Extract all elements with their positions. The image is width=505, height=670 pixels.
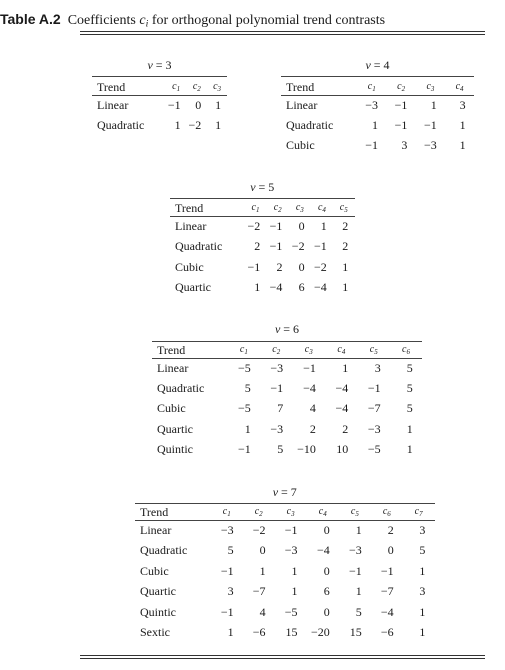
coefficient-value: 1 <box>342 360 349 375</box>
coefficient-value: −7 <box>367 401 381 416</box>
coefficient-value: 2 <box>254 239 261 254</box>
trend-label: Linear <box>97 97 129 112</box>
coefficient-value: −5 <box>284 604 298 619</box>
table-row <box>281 115 474 135</box>
coefficient-header-c5: $c_5$ <box>339 202 348 214</box>
trend-label: Quartic <box>157 421 193 436</box>
coefficient-value: −4 <box>317 543 330 558</box>
coefficient-header-c1: $c_1$ <box>367 81 376 93</box>
coefficient-value: 0 <box>323 522 330 537</box>
coefficient-value: 2 <box>309 421 316 436</box>
trend-label: Sextic <box>140 625 170 640</box>
panel-rule <box>170 198 355 199</box>
coefficient-value: −3 <box>270 421 284 436</box>
header-row <box>135 504 435 520</box>
coefficient-value: −2 <box>247 218 261 233</box>
coefficient-value: 0 <box>298 259 305 274</box>
coefficient-value: 1 <box>244 421 251 436</box>
coefficient-table-v5 <box>170 200 355 298</box>
coefficient-value: 1 <box>419 563 426 578</box>
coefficient-value: −2 <box>313 259 327 274</box>
table-caption: Coefficients $c_i$ for orthogonal polynomial trend contrasts <box>67 13 386 30</box>
coefficient-value: 0 <box>387 543 394 558</box>
coefficient-header-c2: $c_2$ <box>397 81 406 93</box>
coefficient-value: 1 <box>355 522 362 537</box>
coefficient-value: 5 <box>227 543 234 558</box>
trend-label: Cubic <box>175 259 204 274</box>
coefficient-value: 1 <box>419 604 426 619</box>
coefficient-table-v4 <box>281 79 474 155</box>
table-row <box>170 237 355 258</box>
coefficient-header-c3: $c_3$ <box>295 202 304 214</box>
coefficient-value: 5 <box>244 380 251 395</box>
coefficient-header-c4: $c_4$ <box>455 81 464 93</box>
coefficient-value: −1 <box>394 117 408 132</box>
trend-label: Linear <box>286 97 318 112</box>
coefficient-value: 1 <box>254 280 261 295</box>
coefficient-header-c3: $c_3$ <box>213 81 222 93</box>
coefficient-value: −7 <box>252 584 266 599</box>
trend-column-header: Trend <box>140 504 169 519</box>
coefficient-value: −2 <box>291 239 305 254</box>
coefficient-value: 4 <box>309 401 316 416</box>
trend-label: Quadratic <box>140 543 188 558</box>
trend-label: Quintic <box>140 604 176 619</box>
trend-column-header: Trend <box>97 79 126 94</box>
coefficient-table-v6 <box>152 342 422 459</box>
header-row <box>92 79 227 95</box>
coefficient-header-c3: $c_3$ <box>304 344 313 356</box>
panel-header-rule <box>152 358 422 359</box>
table-row <box>152 399 422 419</box>
coefficient-value: 1 <box>342 280 349 295</box>
table-row <box>281 135 474 155</box>
coefficient-value: −4 <box>380 604 394 619</box>
table-row <box>170 278 355 299</box>
panel-header-rule <box>135 520 435 521</box>
table-row <box>92 115 227 135</box>
coefficient-value: 5 <box>406 380 413 395</box>
top-rule <box>80 31 485 32</box>
coefficient-value: 1 <box>459 117 466 132</box>
coefficient-value: −4 <box>335 380 349 395</box>
coefficient-value: −1 <box>238 441 251 456</box>
panel-title-v6: v = 6 <box>274 322 300 336</box>
panel-header-rule <box>92 95 227 96</box>
table-row <box>281 95 474 115</box>
coefficient-header-c1: $c_1$ <box>239 344 248 356</box>
coefficient-value: −1 <box>220 563 234 578</box>
coefficient-value: −1 <box>269 218 283 233</box>
coefficient-value: 10 <box>336 441 349 456</box>
table-label: Table A.2 <box>0 11 61 27</box>
coefficient-value: 2 <box>387 522 394 537</box>
coefficient-value: 1 <box>372 117 379 132</box>
coefficient-header-c2: $c_2$ <box>273 202 282 214</box>
coefficient-value: −3 <box>270 360 284 375</box>
coefficient-header-c1: $c_1$ <box>222 506 231 518</box>
trend-label: Cubic <box>286 137 315 152</box>
table-row <box>152 358 422 378</box>
coefficient-header-c3: $c_3$ <box>426 81 435 93</box>
coefficient-value: 1 <box>291 563 298 578</box>
coefficient-value: −3 <box>284 543 298 558</box>
coefficient-value: −1 <box>303 360 316 375</box>
coefficient-header-c4: $c_4$ <box>317 202 326 214</box>
coefficient-value: −3 <box>365 97 379 112</box>
table-row <box>152 419 422 439</box>
coefficient-value: 1 <box>320 218 327 233</box>
coefficient-value: −5 <box>238 401 251 416</box>
coefficient-value: 3 <box>227 584 234 599</box>
coefficient-value: 1 <box>291 584 298 599</box>
trend-label: Cubic <box>140 563 169 578</box>
coefficient-header-c7: $c_7$ <box>414 506 423 518</box>
coefficient-table-v7 <box>135 504 435 643</box>
coefficient-value: −1 <box>348 563 362 578</box>
coefficient-value: −10 <box>297 441 316 456</box>
coefficient-header-c3: $c_3$ <box>286 506 295 518</box>
coefficient-value: −6 <box>252 625 266 640</box>
coefficient-value: −1 <box>313 239 327 254</box>
table-row <box>92 95 227 115</box>
panel-title-v3: v = 3 <box>147 58 172 72</box>
panel-title-v7: v = 7 <box>272 485 297 499</box>
coefficient-value: 7 <box>277 401 284 416</box>
coefficient-header-c4: $c_4$ <box>337 344 346 356</box>
coefficient-table-v3 <box>92 79 227 135</box>
coefficient-value: 3 <box>419 522 426 537</box>
trend-label: Linear <box>140 522 172 537</box>
table-row <box>152 439 422 459</box>
coefficient-value: 5 <box>277 441 284 456</box>
coefficient-value: 15 <box>285 625 298 640</box>
coefficient-value: −20 <box>311 625 330 640</box>
coefficient-value: 1 <box>174 117 181 132</box>
coefficient-value: −3 <box>348 543 362 558</box>
coefficient-value: 1 <box>355 584 362 599</box>
coefficient-value: −4 <box>335 401 349 416</box>
coefficient-header-c2: $c_2$ <box>272 344 281 356</box>
table-row <box>135 541 435 562</box>
trend-label: Linear <box>175 218 207 233</box>
coefficient-value: 1 <box>459 137 466 152</box>
coefficient-value: −1 <box>367 380 381 395</box>
coefficient-header-c6: $c_6$ <box>401 344 410 356</box>
coefficient-header-c2: $c_2$ <box>254 506 263 518</box>
coefficient-value: −3 <box>367 421 381 436</box>
coefficient-value: 5 <box>406 401 413 416</box>
coefficient-value: −2 <box>188 117 202 132</box>
bottom-rule-double <box>80 658 485 659</box>
trend-label: Cubic <box>157 401 186 416</box>
coefficient-value: −4 <box>269 280 283 295</box>
coefficient-value: 1 <box>215 117 222 132</box>
coefficient-value: −1 <box>380 563 394 578</box>
panel-title-v5: v = 5 <box>250 180 275 194</box>
panel-title-v4: v = 4 <box>365 58 390 72</box>
coefficient-value: 4 <box>259 604 266 619</box>
table-row <box>135 602 435 623</box>
table-heading <box>0 11 385 29</box>
coefficient-value: 6 <box>298 280 305 295</box>
coefficient-value: −1 <box>220 604 234 619</box>
coefficient-value: −4 <box>313 280 327 295</box>
coefficient-header-c4: $c_4$ <box>318 506 327 518</box>
coefficient-value: −5 <box>238 360 251 375</box>
trend-label: Quartic <box>175 280 211 295</box>
coefficient-value: −1 <box>365 137 379 152</box>
coefficient-value: 5 <box>355 604 362 619</box>
coefficient-value: 1 <box>215 97 222 112</box>
trend-column-header: Trend <box>286 79 315 94</box>
trend-label: Linear <box>157 360 189 375</box>
trend-label: Quadratic <box>97 117 145 132</box>
header-row <box>170 200 355 216</box>
coefficient-value: 1 <box>227 625 234 640</box>
table-row <box>170 216 355 237</box>
coefficient-value: 1 <box>419 625 426 640</box>
top-rule-double <box>80 34 485 35</box>
coefficient-value: 5 <box>419 543 426 558</box>
coefficient-value: −3 <box>423 137 437 152</box>
coefficient-value: 1 <box>259 563 266 578</box>
panel-rule <box>281 76 474 77</box>
coefficient-value: −4 <box>303 380 316 395</box>
coefficient-value: 1 <box>406 421 413 436</box>
coefficient-value: 0 <box>323 563 330 578</box>
coefficient-value: 15 <box>349 625 362 640</box>
panel-header-rule <box>170 216 355 217</box>
coefficient-value: 3 <box>374 360 381 375</box>
coefficient-value: 6 <box>323 584 330 599</box>
coefficient-value: 0 <box>195 97 202 112</box>
coefficient-value: 3 <box>459 97 466 112</box>
coefficient-value: −1 <box>270 380 284 395</box>
coefficient-value: 0 <box>259 543 266 558</box>
coefficient-value: 2 <box>342 421 349 436</box>
coefficient-value: −2 <box>252 522 266 537</box>
coefficient-value: −1 <box>394 97 408 112</box>
coefficient-value: −1 <box>247 259 261 274</box>
trend-label: Quartic <box>140 584 176 599</box>
coefficient-value: 2 <box>342 218 349 233</box>
coefficient-value: −7 <box>380 584 394 599</box>
trend-label: Quintic <box>157 441 193 456</box>
coefficient-value: 1 <box>430 97 437 112</box>
coefficient-header-c5: $c_5$ <box>350 506 359 518</box>
coefficient-value: −1 <box>423 117 437 132</box>
coefficient-value: 3 <box>401 137 408 152</box>
coefficient-value: 2 <box>342 239 349 254</box>
table-row <box>135 582 435 603</box>
coefficient-value: 1 <box>342 259 349 274</box>
header-row <box>152 342 422 358</box>
table-row <box>135 520 435 541</box>
coefficient-value: −3 <box>220 522 234 537</box>
trend-label: Quadratic <box>157 380 205 395</box>
table-row <box>170 257 355 278</box>
table-row <box>135 561 435 582</box>
trend-label: Quadratic <box>175 239 223 254</box>
coefficient-value: 2 <box>276 259 283 274</box>
header-row <box>281 79 474 95</box>
table-row <box>152 378 422 398</box>
coefficient-header-c1: $c_1$ <box>251 202 260 214</box>
panel-rule <box>92 76 227 77</box>
table-row <box>135 623 435 644</box>
coefficient-value: −1 <box>284 522 298 537</box>
coefficient-header-c6: $c_6$ <box>382 506 391 518</box>
coefficient-header-c2: $c_2$ <box>192 81 201 93</box>
coefficient-value: −5 <box>367 441 381 456</box>
coefficient-header-c1: $c_1$ <box>172 81 181 93</box>
coefficient-value: −6 <box>380 625 394 640</box>
coefficient-value: 1 <box>406 441 413 456</box>
coefficient-header-c5: $c_5$ <box>369 344 378 356</box>
coefficient-value: 3 <box>419 584 426 599</box>
coefficient-value: 5 <box>406 360 413 375</box>
coefficient-value: 0 <box>298 218 305 233</box>
coefficient-value: 0 <box>323 604 330 619</box>
panel-header-rule <box>281 95 474 96</box>
trend-column-header: Trend <box>157 342 186 357</box>
trend-column-header: Trend <box>175 200 204 215</box>
bottom-rule <box>80 655 485 656</box>
coefficient-value: −1 <box>269 239 283 254</box>
trend-label: Quadratic <box>286 117 334 132</box>
coefficient-value: −1 <box>167 97 181 112</box>
